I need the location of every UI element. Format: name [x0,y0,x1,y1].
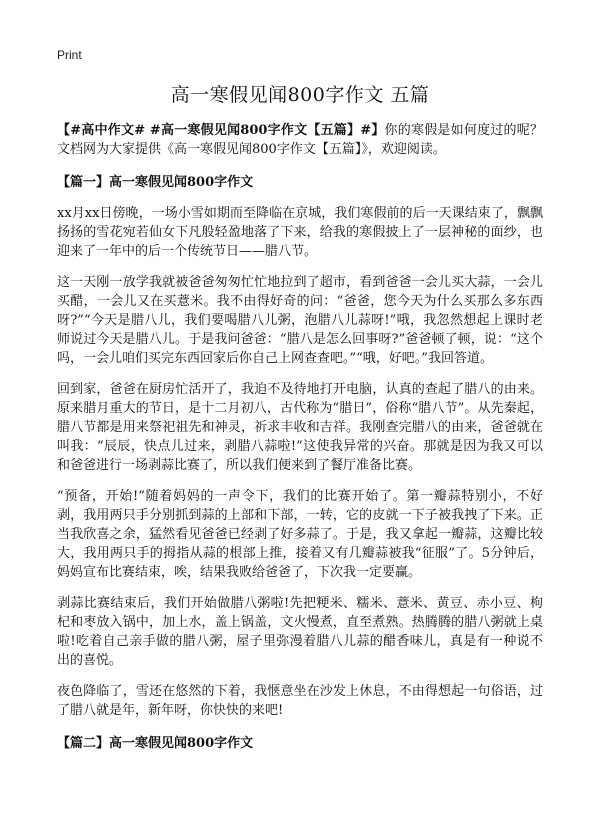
body-paragraph: 回到家，爸爸在厨房忙活开了，我迫不及待地打开电脑，认真的查起了腊八的由来。原来腊月重大的节日，是十二月初八，古代称为“腊日”，俗称“腊八节”。从先秦起，腊八节都是用来祭祀祖先和神灵，祈求丰收和吉祥。我刚查完腊八的由来，爸爸就在叫我：“辰辰，快点儿过来，剥腊八蒜啦!”这使我异常的兴奋。那就是因为我又可以和爸爸进行一场剥蒜比赛了，所以我们便来到了餐厅准备比赛。 [57,382,543,473]
section-heading-2: 【篇二】高一寒假见闻800字作文 [57,736,254,751]
body-paragraph: “预备，开始!”随着妈妈的一声令下，我们的比赛开始了。第一瓣蒜特别小，不好剥，我用两只手分别抓到蒜的上部和下部，一转，它的皮就一下子被我拽了下来。正当我欣喜之余，猛然看见爸爸已经剥了好多蒜了。于是，我又拿起一瓣蒜，这瓣比较大，我用两只手的拇指从蒜的根部上推，接着又有几瓣蒜被我“征服”了。5分钟后，妈妈宣布比赛结束，唉，结果我败给爸爸了，下次我一定要赢。 [57,489,543,580]
intro-text: 你的寒假是如何度过的呢？文档网为大家提供《高一寒假见闻800字作文【五篇】》，欢迎阅读。 [57,123,543,157]
intro-tags: 【#高中作文# #高一寒假见闻800字作文【五篇】#】 [57,123,385,138]
body-paragraph: 夜色降临了，雪还在悠然的下着，我惬意坐在沙发上休息，不由得想起一句俗语，过了腊八就是年，新年呀，你快快的来吧! [57,684,543,718]
body-paragraph: 这一天刚一放学我就被爸爸匆匆忙忙地拉到了超市，看到爸爸一会儿买大蒜，一会儿买醋，一会儿又在买薏米。我不由得好奇的问：“爸爸，您今天为什么买那么多东西呀?”“今天是腊八儿，我们要喝腊八儿粥，泡腊八儿蒜呀!”哦，我忽然想起上课时老师说过今天是腊八儿。于是我问爸爸：“腊八是怎么回事呀?”爸爸顿了顿，说：“这个吗，一会儿咱们买完东西回家后你自己上网查查吧。”“哦，好吧。”我回答道。 [57,275,543,366]
page-title: 高一寒假见闻800字作文 五篇 [170,84,430,106]
print-link[interactable]: Print [57,48,82,62]
body-paragraph: xx月xx日傍晚，一场小雪如期而至降临在京城，我们寒假前的后一天课结束了，飘飘扬扬的雪花宛若仙女下凡般轻盈地落了下来，给我的寒假披上了一层神秘的面纱，也迎来了一年中的后一个传统节日——腊八节。 [57,206,543,259]
body-paragraph: 剥蒜比赛结束后，我们开始做腊八粥啦!先把粳米、糯米、薏米、黄豆、赤小豆、枸杞和枣放入锅中，加上水，盖上锅盖，文火慢煮，直至煮熟。热腾腾的腊八粥就上桌啦!吃着自己亲手做的腊八粥，屋子里弥漫着腊八儿蒜的醋香味儿，真是有一种说不出的喜悦。 [57,596,543,668]
section-heading-1: 【篇一】高一寒假见闻800字作文 [57,175,254,190]
intro-paragraph [57,121,543,159]
